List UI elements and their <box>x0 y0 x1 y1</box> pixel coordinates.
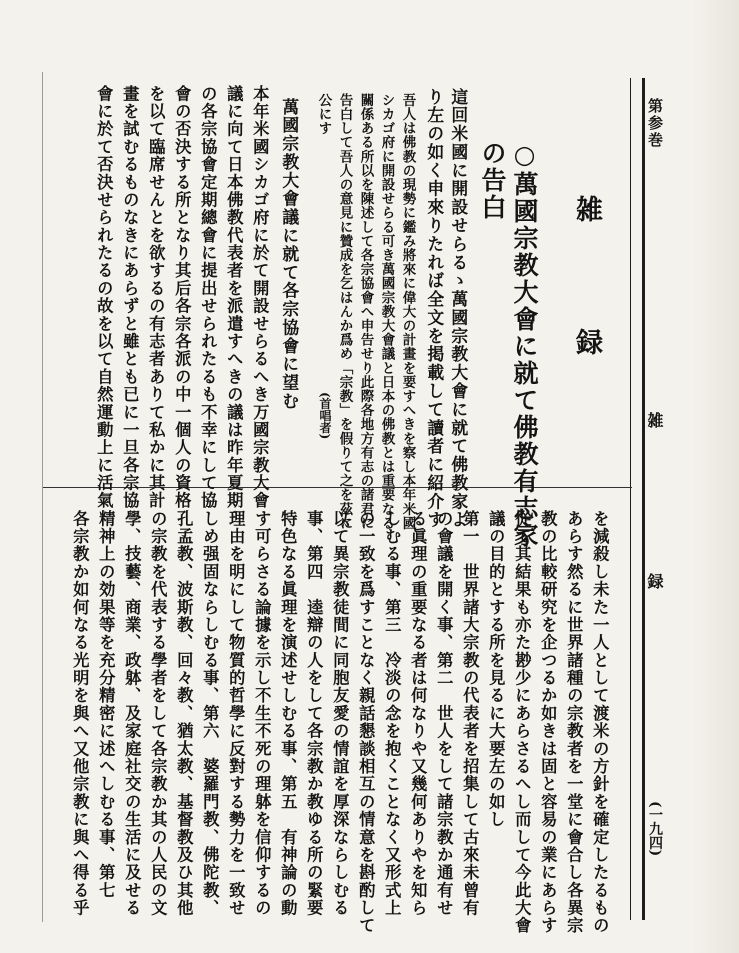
notice-line: シカゴ府に開設せらる可き萬國宗教大會議と日本の佛教とは重要なる <box>378 93 395 531</box>
article2-line: 畫を試むるものなきにあらずと雖とも已に一旦各宗協 <box>120 85 140 510</box>
article3-line: 事、第四 逵辯の人をして各宗教か教ゆる所の緊要 <box>304 510 324 917</box>
article3-line: 精神上の効果等を充分精密に述へしむる事、第七 <box>96 510 116 900</box>
article3-line: の一致を爲すことなく親話懇談相互の情意を斟酌して <box>356 510 376 935</box>
volume-label: 第参巻 <box>646 98 664 149</box>
left-edge-line <box>42 72 43 922</box>
page-number: (一九四) <box>647 801 663 857</box>
article3-line: す可らさる論據を示し不生不死の理躰を信仰するの <box>252 510 272 917</box>
article3-line: 學、技藝、商業、政躰、及家庭社交の生活に及せる <box>122 510 142 917</box>
article3-line: しむる事、第三 冷淡の念を抱くことなく又形式上 <box>382 510 402 917</box>
article3-line: 從て其結果も亦た尠少にあらさるへし而して今此大會 <box>512 510 532 935</box>
page-edge-shadow <box>690 0 739 953</box>
article2-line: 會の否決する所となり其后各宗各派の中一個人の資格 <box>172 85 192 510</box>
article3-line: を減殺し未た一人として渡米の方針を確定したるもの <box>590 510 610 935</box>
article2-title: 萬國宗教大會議に就て各宗協會に望む <box>279 98 300 411</box>
intro-line: り左の如く申來りたれば全文を掲載して讀者に紹介す <box>424 88 445 530</box>
article2-line: 本年米國シカゴ府に於て開設せらるへき万國宗教大會 <box>250 85 270 510</box>
article2-line: の各宗協會定期總會に提出せられたるも不幸にして協 <box>198 85 218 510</box>
section-heading-char-1: 雑 <box>571 195 602 222</box>
header-rule-thick <box>642 78 645 920</box>
article3-line: 第一 世界諸大宗教の代表者を招集して古來未曾有 <box>460 510 480 917</box>
article2-line: を以て臨席せんとを欲するの有志者ありて私かに其計 <box>146 85 166 510</box>
article3-line: あらす然るに世界諸種の宗教者を一堂に會合し各異宗 <box>564 510 584 935</box>
article-title-line-1: ○萬國宗教大會に就て佛教有志家 <box>510 140 539 549</box>
article3-line: 各宗教か如何なる光明を與へ又他宗教に與へ得る乎 <box>70 510 90 917</box>
article3-line: 以て異宗教徒間に同胞友愛の情誼を厚深ならしむる <box>330 510 350 917</box>
section-label-1: 雑 <box>645 412 664 428</box>
section-label-2: 録 <box>645 573 664 589</box>
intro-line: 這回米國に開設せらるゝ萬國宗教大會に就て佛教家よ <box>448 88 469 530</box>
article3-line: 教の比較研究を企つるか如きは固と容易の業にあらす <box>538 510 558 935</box>
notice-line: 吾人は佛教の現勢に鑑み將來に偉大の計畫を要すへきを察し本年米國 <box>399 93 416 531</box>
article3-line: 特色なる眞理を演述せしむる事、第五 有神論の動 <box>278 510 298 917</box>
section-heading-char-2: 録 <box>571 328 602 355</box>
header-rule-thin <box>630 78 631 920</box>
notice-line: 公にす <box>315 93 332 136</box>
article3-line: 孔孟教、波斯教、回々教、猶太教、基督教及ひ其他 <box>174 510 194 917</box>
article3-line: の宗教を代表する學者をして各宗教か其の人民の文 <box>148 510 168 917</box>
article-title-line-2: の告白 <box>478 140 507 221</box>
article3-line: の會議を開く事、第二 世人をして諸宗教か通有せ <box>434 510 454 917</box>
article3-line: 理由を明にして物質的哲學に反對する勢力を一致せ <box>226 510 246 917</box>
notice-line: 關係ある所以を陳述して各宗協會へ申告せり此際各地方有志の諸君に <box>357 93 374 531</box>
article2-line: 議に向て日本佛教代表者を派遣すへきの議は昨年夏期 <box>224 85 244 510</box>
article2-line: 會に於て否決せられたるの故を以て自然運動上に活氣 <box>94 85 114 510</box>
article3-line: る眞理の重要なる者は何なりや又幾何ありやを知ら <box>408 510 428 917</box>
article3-line: しめ强固ならしむる事、第六 婆羅門教、佛陀教、 <box>200 510 220 917</box>
article3-line: 議の目的とする所を見るに大要左の如し <box>486 510 506 829</box>
notice-line: 告白して吾人の意見に贊成を乞はんか爲め「宗教」を假りて之を茲に <box>336 93 353 531</box>
signature: (首唱者) <box>318 392 332 440</box>
